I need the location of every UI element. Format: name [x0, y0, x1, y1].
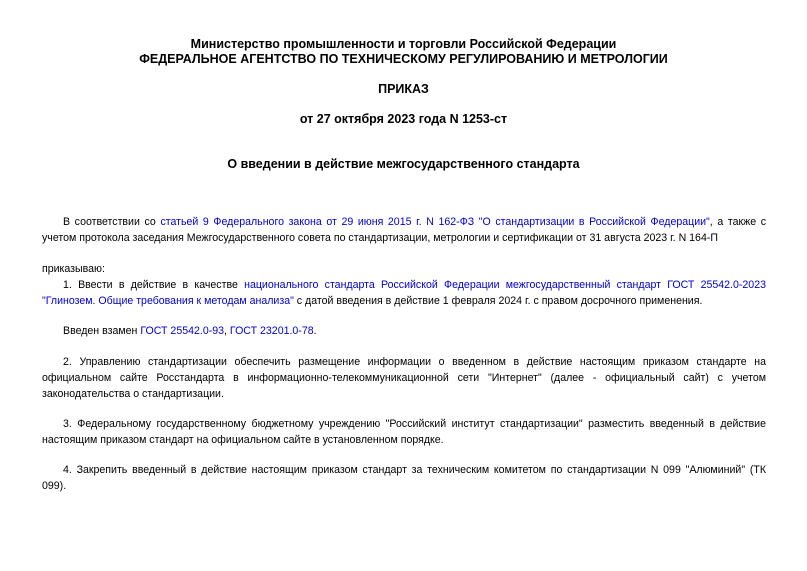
item-3-line-2: настоящим приказом стандарт на официальном сайте в установленном порядке.: [42, 434, 444, 446]
preamble-line-1: [42, 214, 766, 230]
preamble-line-2: учетом протокола заседания Межгосударственного совета по стандартизации, метрологии и сертификации от 31 августа 2023 г. N 164-П: [42, 232, 718, 244]
item-4-paragraph: [42, 462, 766, 494]
document-date-number: от 27 октября 2023 года N 1253-ст: [299, 112, 508, 126]
item-3-paragraph: [42, 416, 766, 448]
item-4-line-2: 099).: [42, 480, 67, 492]
item-1-prefix: 1. Ввести в действие в качестве: [63, 279, 245, 291]
document-type: ПРИКАЗ: [378, 82, 429, 96]
item-2-line-2: официальном сайте Росстандарта в информационно-телекоммуникационной сети "Интернет" (далее - официальный сайт) с учетом: [42, 372, 766, 384]
standard-link-part2[interactable]: "Глинозем. Общие требования к методам анализа": [42, 295, 294, 307]
item-2-line-3: законодательства о стандартизации.: [42, 388, 224, 400]
preamble-paragraph: [42, 214, 766, 246]
ministry-name: Министерство промышленности и торговли Российской Федерации: [190, 37, 617, 51]
replaced-separator: ,: [224, 325, 230, 337]
order-word: приказываю:: [42, 263, 105, 275]
item-1-suffix: с датой введения в действие 1 февраля 2024 г. с правом досрочного применения.: [293, 295, 703, 307]
replaced-end: .: [313, 325, 317, 337]
item-4-line-1: 4. Закрепить введенный в действие настоящим приказом стандарт за техническим комитетом по стандартизации N 099 "Алюминий" (ТК: [63, 464, 766, 476]
item-3-line-1: 3. Федеральному государственному бюджетному учреждению "Российский институт стандартизации" разместить введенный в действие: [63, 418, 766, 430]
item-1-line-2: [42, 293, 766, 309]
standard-link-part1[interactable]: национального стандарта Российской Федерации межгосударственный стандарт ГОСТ 25542.0-2023: [244, 279, 766, 291]
document-title: О введении в действие межгосударственного стандарта: [227, 157, 580, 171]
item-2-line-1: 2. Управлению стандартизации обеспечить размещение информации о введенном в действие настоящим приказом стандарте на: [63, 356, 766, 368]
preamble-prefix: В соответствии со: [63, 216, 161, 228]
replaced-paragraph: [42, 323, 766, 339]
replaced-prefix: Введен взамен: [63, 325, 141, 337]
agency-name: ФЕДЕРАЛЬНОЕ АГЕНТСТВО ПО ТЕХНИЧЕСКОМУ РЕГУЛИРОВАНИЮ И МЕТРОЛОГИИ: [139, 52, 668, 66]
item-2-paragraph: [42, 354, 766, 402]
law-link[interactable]: статьей 9 Федерального закона от 29 июня 2015 г. N 162-ФЗ "О стандартизации в Российской Федерации": [160, 216, 710, 228]
item-1-line-1: [42, 277, 766, 293]
preamble-line1-suffix: , а также с: [709, 216, 767, 228]
replaced-line: [42, 323, 766, 339]
item-1-paragraph: [42, 277, 766, 309]
gost-23201-78-link[interactable]: ГОСТ 23201.0-78: [229, 325, 314, 337]
gost-25542-93-link[interactable]: ГОСТ 25542.0-93: [140, 325, 225, 337]
